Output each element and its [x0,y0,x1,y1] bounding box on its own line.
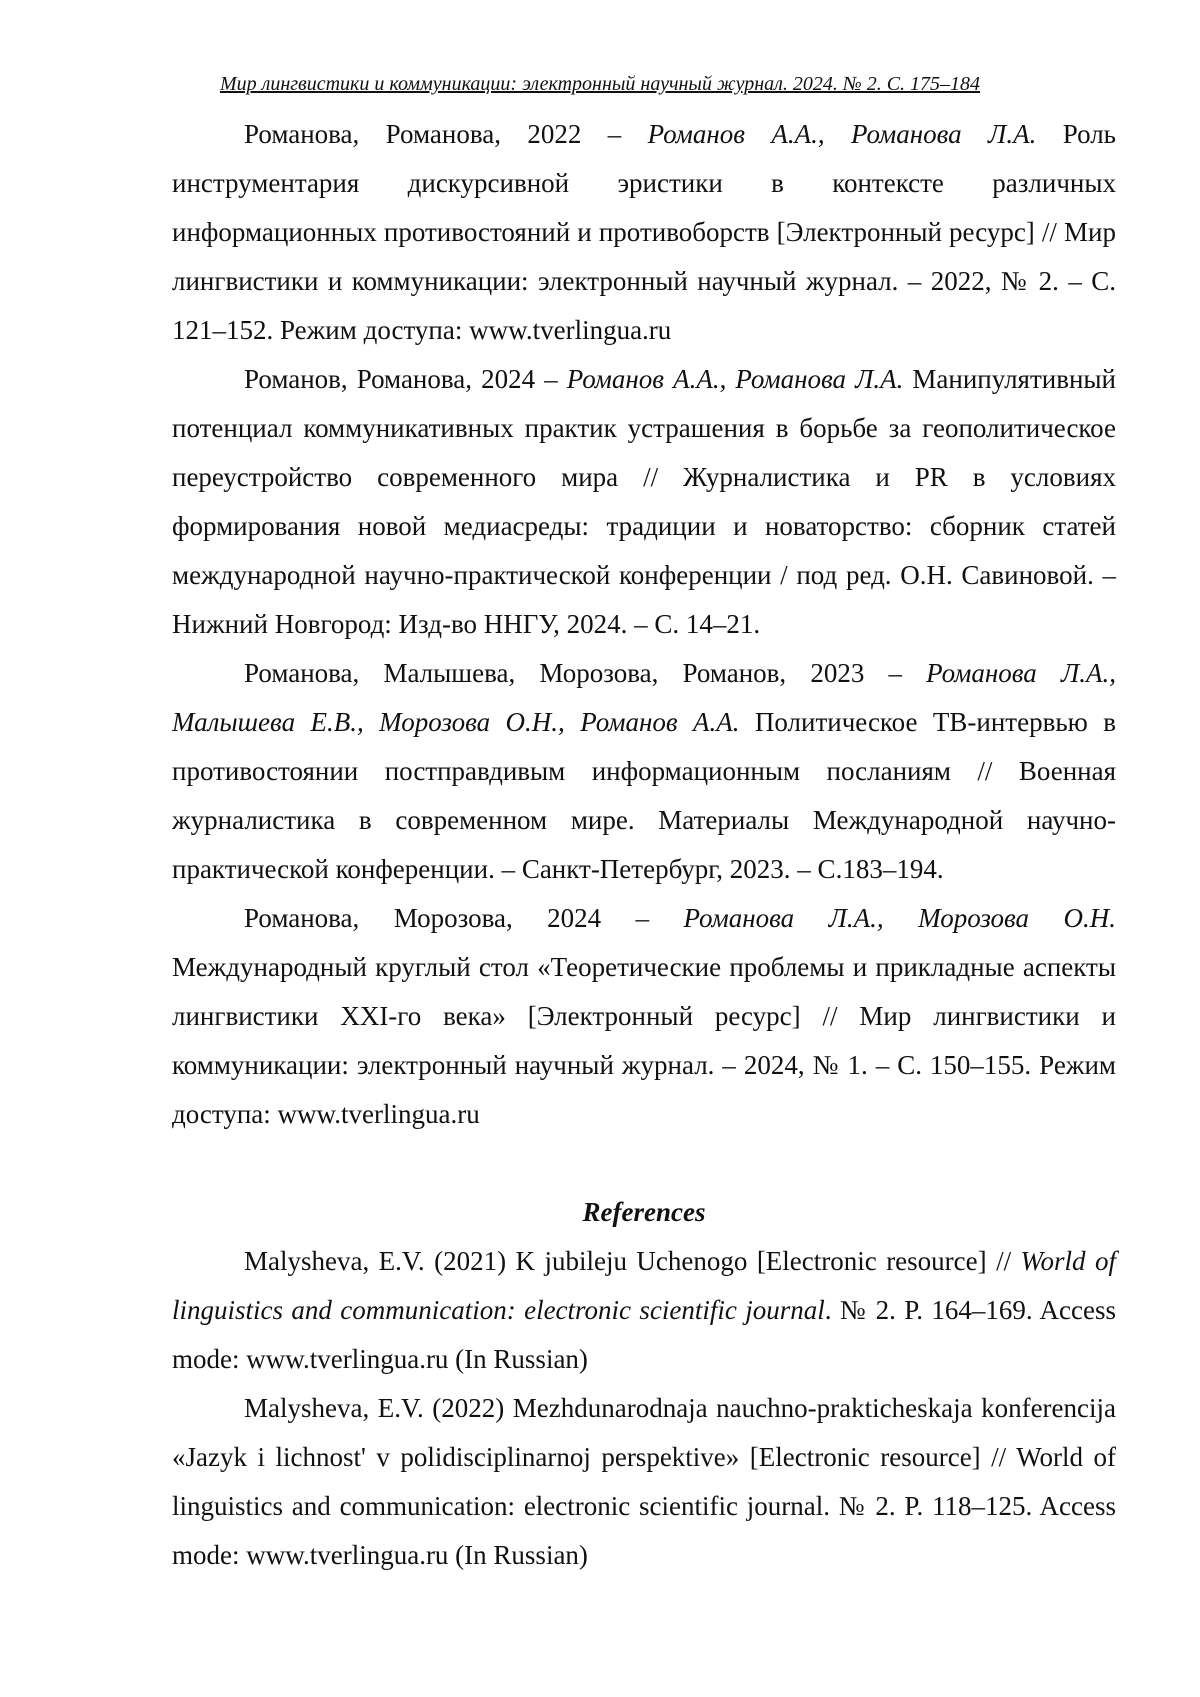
entry-lead: Романова, Малышева, Морозова, Романов, 2023 – [244,658,927,688]
bibliography-entry [172,355,1116,649]
entry-text: Манипулятивный потенциал коммуникативных практик устрашения в борьбе за геополитическое переустройство современного мира // Журналистика и PR в условиях формирования новой медиасреды: традиции и новаторство: сборник статей международной научно-практической конференции / под ред. О.Н. Савиновой. – Нижний Новгород: Изд-во ННГУ, 2024. – С. 14–21. [172,364,1116,639]
entry-text: Политическое ТВ-интервью в противостоянии постправдивым информационным посланиям // Военная журналистика в современном мире. Материалы Международной научно-практической конференции. – Санкт-Петербург, 2023. – С.183–194. [172,707,1116,884]
entry-text: Роль инструментария дискурсивной эристики в контексте различных информационных противостояний и противоборств [Электронный ресурс] // Мир лингвистики и коммуникации: электронный научный журнал. – 2022, № 2. – С. 121–152. Режим доступа: www.tverlingua.ru [172,119,1116,345]
entry-text: Международный круглый стол «Теоретические проблемы и прикладные аспекты лингвистики XXI-го века» [Электронный ресурс] // Мир лингвистики и коммуникации: электронный научный журнал. – 2024, № 1. – С. 150–155. Режим доступа: www.tverlingua.ru [172,952,1116,1129]
references-heading: References [582,1197,706,1227]
entry-lead: Malysheva, E.V. (2021) K jubileju Uchenogo [Electronic resource] // [244,1246,1021,1276]
reference-entry [172,1237,1116,1384]
entry-lead: Романова, Романова, 2022 – [244,119,648,149]
bibliography-entry [172,649,1116,894]
entry-text: . № 2. P. 164–169. Access mode: www.tverlingua.ru (In Russian) [172,1295,1116,1374]
entry-lead: Романова, Морозова, 2024 – [244,903,684,933]
bibliography-entry [172,110,1116,355]
entry-authors: Романова Л.А., Морозова О.Н. [683,903,1116,933]
entry-authors: Романова Л.А., Малышева Е.В., Морозова О.Н., Романов А.А. [172,658,1116,737]
reference-entry [172,1384,1116,1580]
section-gap [172,1139,1116,1188]
entry-text: Malysheva, E.V. (2022) Mezhdunarodnaja nauchno-prakticheskaja konferencija «Jazyk i lichnost' v polidisciplinarnoj perspektive» [Electronic resource] // World of linguistics and communication: electronic scientific journal. № 2. P. 118–125. Access mode: www.tverlingua.ru (In Russian) [172,1393,1116,1570]
entry-lead: Романов, Романова, 2024 – [244,364,567,394]
bibliography-entry [172,894,1116,1139]
page-body [172,110,1116,1580]
entry-authors: Романов А.А., Романова Л.А. [566,364,904,394]
entry-authors: Романов А.А., Романова Л.А. [647,119,1037,149]
entry-journal: World of linguistics and communication: electronic scientific journal [172,1246,1116,1325]
running-header: Мир лингвистики и коммуникации: электронный научный журнал. 2024. № 2. С. 175–184 [219,73,981,95]
